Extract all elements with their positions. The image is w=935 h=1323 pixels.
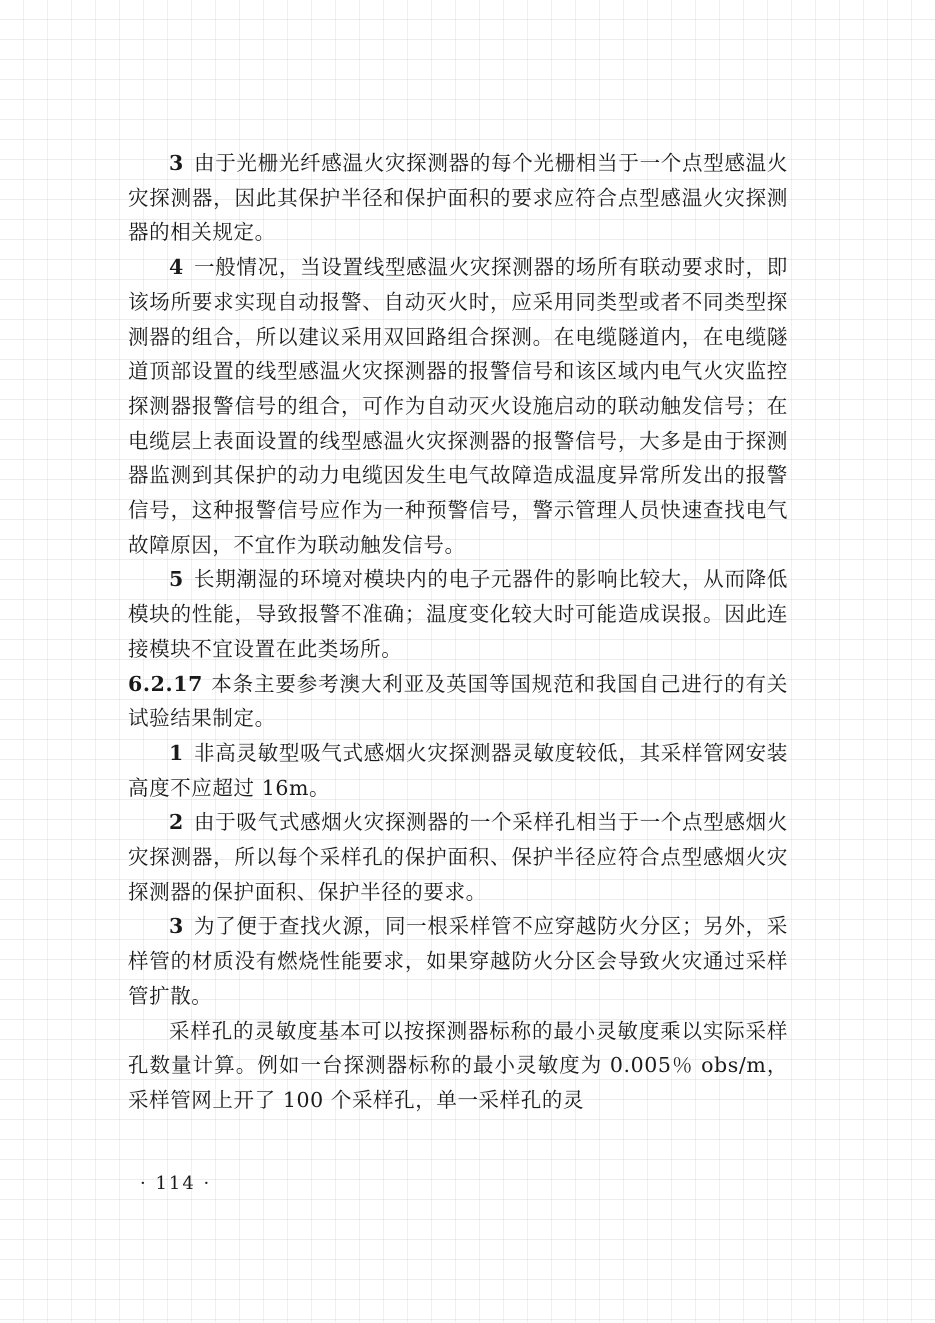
item-number: 5 xyxy=(169,567,184,592)
item-number: 3 xyxy=(169,151,184,175)
item-number: 2 xyxy=(169,810,184,835)
item-number: 4 xyxy=(169,255,184,280)
clause-6-2-17 xyxy=(128,667,788,736)
paragraph-text: 为了便于查找火源，同一根采样管不应穿越防火分区；另外，采样管的材质没有燃烧性能要求，如果穿越防火分区会导致火灾通过采样管扩散。 xyxy=(128,914,788,1008)
paragraph-text: 本条主要参考澳大利亚及英国等国规范和我国自己进行的有关试验结果制定。 xyxy=(128,671,788,731)
page-body xyxy=(128,146,788,1118)
paragraph-text: 长期潮湿的环境对模块内的电子元器件的影响比较大，从而降低模块的性能，导致报警不准确；温度变化较大时可能造成误报。因此连接模块不宜设置在此类场所。 xyxy=(128,567,788,661)
paragraph-item-3-fire-zone xyxy=(128,909,788,1013)
paragraph-text: 由于光栅光纤感温火灾探测器的每个光栅相当于一个点型感温火灾探测器，因此其保护半径和保护面积的要求应符合点型感温火灾探测器的相关规定。 xyxy=(128,151,788,245)
paragraph-text: 由于吸气式感烟火灾探测器的一个采样孔相当于一个点型感烟火灾探测器，所以每个采样孔的保护面积、保护半径应符合点型感烟火灾探测器的保护面积、保护半径的要求。 xyxy=(128,810,788,904)
paragraph-text: 非高灵敏型吸气式感烟火灾探测器灵敏度较低，其采样管网安装高度不应超过 16m。 xyxy=(128,740,788,800)
item-number: 3 xyxy=(169,914,184,939)
clause-number: 6.2.17 xyxy=(128,671,203,696)
item-number: 1 xyxy=(169,740,184,765)
paragraph-item-1-height xyxy=(128,736,788,805)
paragraph-text: 采样孔的灵敏度基本可以按探测器标称的最小灵敏度乘以实际采样孔数量计算。例如一台探测器标称的最小灵敏度为 0.005％ obs/m，采样管网上开了 100 个采样孔，单一采样孔的灵 xyxy=(128,1018,788,1112)
paragraph-item-5-humidity xyxy=(128,562,788,666)
paragraph-item-4-linkage xyxy=(128,250,788,562)
paragraph-text: 一般情况，当设置线型感温火灾探测器的场所有联动要求时，即该场所要求实现自动报警、自动灭火时，应采用同类型或者不同类型探测器的组合，所以建议采用双回路组合探测。在电缆隧道内，在电缆隧道顶部设置的线型感温火灾探测器的报警信号和该区域内电气火灾监控探测器报警信号的组合，可作为自动灭火设施启动的联动触发信号；在电缆层上表面设置的线型感温火灾探测器的报警信号，大多是由于探测器监测到其保护的动力电缆因发生电气故障造成温度异常所发出的报警信号，这种报警信号应作为一种预警信号，警示管理人员快速查找电气故障原因，不宜作为联动触发信号。 xyxy=(128,255,788,557)
paragraph-item-3-grating xyxy=(128,146,788,250)
paragraph-item-2-sampling-hole xyxy=(128,805,788,909)
page-number: · 114 · xyxy=(140,1173,212,1194)
paragraph-sensitivity xyxy=(128,1014,788,1118)
